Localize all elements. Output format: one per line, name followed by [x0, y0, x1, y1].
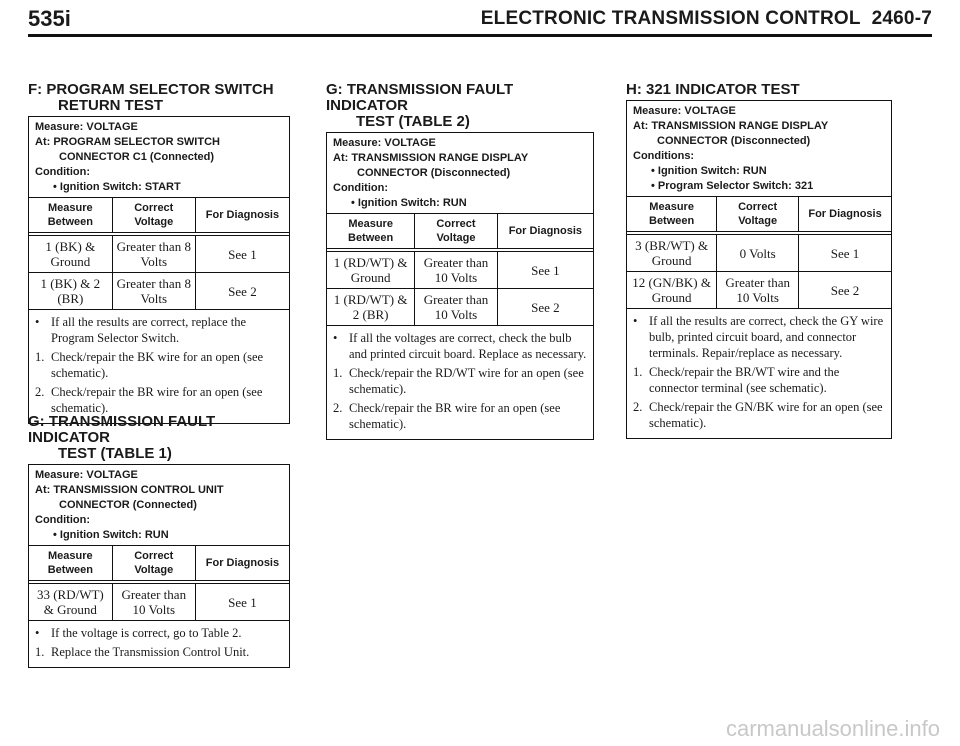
- table-row: 1 (BK) & Ground Greater than 8 Volts See 1: [29, 234, 289, 273]
- table-row: 33 (RD/WT) & Ground Greater than 10 Volts See 1: [29, 582, 289, 621]
- test-h-title: H: 321 INDICATOR TEST: [626, 81, 800, 98]
- table-row: 12 (GN/BK) & Ground Greater than 10 Volts See 2: [627, 272, 891, 309]
- test-h-table: Measure Between Correct Voltage For Diagnosis 3 (BR/WT) & Ground 0 Volts See 1 12 (GN/BK) & Ground Greater than 10 Volts See 2: [627, 197, 891, 309]
- test-g2-notes: • If all the voltages are correct, check the bulb and printed circuit board. Replace as necessary. 1. Check/repair the RD/WT wire for an open (see schematic). 2. Check/repair the BR wire for an open (see schematic).: [333, 331, 587, 431]
- test-g1-title: G: TRANSMISSION FAULT INDICATOR TEST (TABLE 1): [28, 413, 216, 462]
- test-g2-title: G: TRANSMISSION FAULT INDICATOR TEST (TABLE 2): [326, 81, 514, 130]
- test-g2-table: Measure Between Correct Voltage For Diagnosis 1 (RD/WT) & Ground Greater than 10 Volts See 1 1 (RD/WT) & 2 (BR) Greater than 10 Volts See 2: [327, 214, 593, 326]
- model-label: 535i: [28, 6, 71, 31]
- test-g1-conditions: Measure: VOLTAGE At: TRANSMISSION CONTROL UNIT CONNECTOR (Connected) Condition: • Ignition Switch: RUN: [29, 465, 289, 546]
- table-row: 1 (RD/WT) & Ground Greater than 10 Volts See 1: [327, 250, 593, 289]
- test-g1-box: [28, 464, 290, 668]
- test-f-table: Measure Between Correct Voltage For Diagnosis 1 (BK) & Ground Greater than 8 Volts See 1 1 (BK) & 2 (BR) Greater than 8 Volts See 2: [29, 198, 289, 310]
- table-row: 1 (RD/WT) & 2 (BR) Greater than 10 Volts See 2: [327, 289, 593, 326]
- test-g2-box: [326, 132, 594, 440]
- test-f: [28, 82, 290, 424]
- watermark: carmanualsonline.info: [725, 716, 940, 741]
- test-f-notes: • If all the results are correct, replace the Program Selector Switch. 1. Check/repair the BK wire for an open (see schematic). 2. Check/repair the BR wire for an open (see schematic).: [35, 315, 264, 415]
- test-g2: [326, 82, 594, 440]
- section-title: ELECTRONIC TRANSMISSION CONTROL 2460-7: [480, 8, 932, 29]
- test-h-notes: • If all the results are correct, check the GY wire bulb, printed circuit board, and connector terminals. Repair/replace as necessary. 1. Check/repair the BR/WT wire and the connector terminal (see schematic). 2. Check/repair the GN/BK wire for an open (see schematic).: [633, 314, 884, 430]
- test-g1-table: Measure Between Correct Voltage For Diagnosis 33 (RD/WT) & Ground Greater than 10 Volts See 1: [29, 546, 289, 621]
- test-g2-conditions: Measure: VOLTAGE At: TRANSMISSION RANGE DISPLAY CONNECTOR (Disconnected) Condition: • Ignition Switch: RUN: [327, 133, 593, 214]
- test-h-box: [626, 100, 892, 439]
- table-row: 1 (BK) & 2 (BR) Greater than 8 Volts See 2: [29, 273, 289, 310]
- table-row: 3 (BR/WT) & Ground 0 Volts See 1: [627, 233, 891, 272]
- test-g1: [28, 414, 290, 668]
- test-f-box: [28, 116, 290, 424]
- test-f-title: F: PROGRAM SELECTOR SWITCH RETURN TEST: [28, 81, 274, 114]
- header-rule: [28, 34, 932, 37]
- test-f-conditions: Measure: VOLTAGE At: PROGRAM SELECTOR SWITCH CONNECTOR C1 (Connected) Condition: • Ignition Switch: START: [29, 117, 289, 198]
- test-g1-notes: • If the voltage is correct, go to Table 2. 1. Replace the Transmission Control Unit.: [35, 626, 250, 659]
- test-h: [626, 82, 892, 439]
- test-h-conditions: Measure: VOLTAGE At: TRANSMISSION RANGE DISPLAY CONNECTOR (Disconnected) Conditions: • Ignition Switch: RUN • Program Selector Switch: 321: [627, 101, 891, 197]
